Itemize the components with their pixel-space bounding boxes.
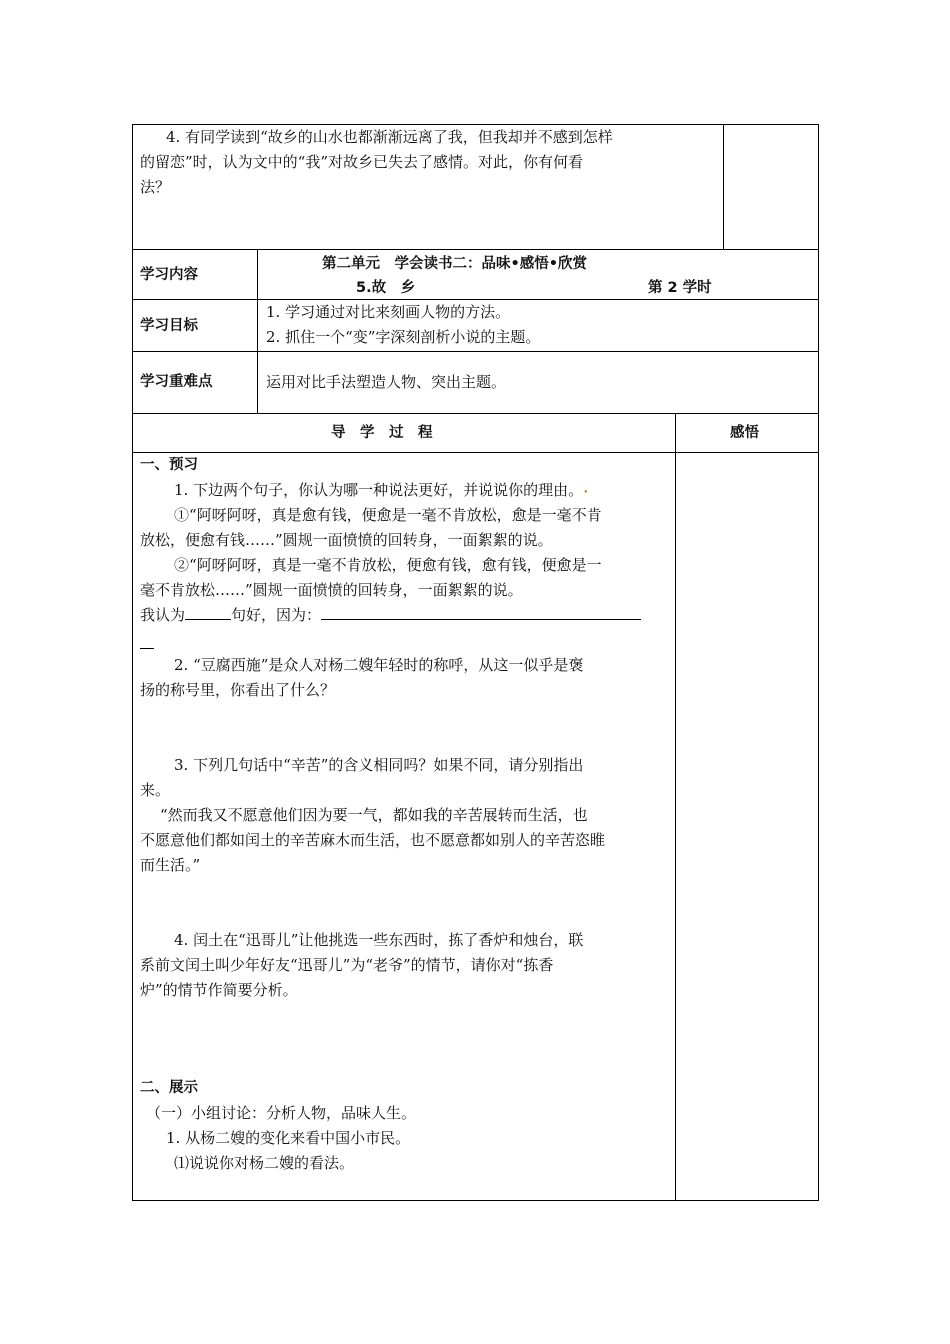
q4-line3: 炉”的情节作简要分析。 bbox=[140, 981, 298, 999]
goals-label: 学习目标 bbox=[140, 318, 198, 334]
q1-reason-blank-continued[interactable] bbox=[140, 648, 154, 649]
row-line-4 bbox=[132, 413, 819, 414]
q1-choice-blank[interactable] bbox=[185, 605, 231, 620]
top-q4-line2: 的留恋”时，认为文中的“我”对故乡已失去了感情。对此，你有何看 bbox=[140, 153, 584, 171]
table-border-left bbox=[132, 124, 133, 1201]
q1-sentence-a-line1: ①“阿呀阿呀，真是愈有钱，便愈是一毫不肯放松，愈是一毫不肯 bbox=[174, 506, 602, 524]
discussion-item-1a: ⑴说说你对杨二嫂的看法。 bbox=[174, 1154, 355, 1172]
content-unit-title: 第二单元 学会读书二：品味•感悟•欣赏 bbox=[322, 256, 588, 272]
emphasis-mark-icon: • bbox=[583, 488, 589, 498]
process-column-divider bbox=[675, 413, 676, 1201]
row-line-5 bbox=[132, 452, 819, 453]
table-border-bottom bbox=[132, 1200, 819, 1201]
q4-line2: 系前文闰土叫少年好友“迅哥儿”为“老爷”的情节，请你对“拣香 bbox=[140, 956, 554, 974]
row-line-3 bbox=[132, 351, 819, 352]
q1-answer-prefix: 我认为 bbox=[140, 606, 186, 624]
q2-line1: 2. “豆腐西施”是众人对杨二嫂年轻时的称呼，从这一似乎是褒 bbox=[174, 656, 584, 674]
discussion-item-1: 1. 从杨二嫂的变化来看中国小市民。 bbox=[166, 1129, 411, 1147]
row-line-1 bbox=[132, 249, 819, 250]
top-q4-line3: 法？ bbox=[140, 178, 171, 196]
section-presentation-title: 二、展示 bbox=[140, 1080, 198, 1096]
q1-prompt bbox=[174, 478, 588, 506]
reflection-header: 感悟 bbox=[730, 425, 759, 441]
q1-sentence-a-line2: 放松，便愈有钱……”圆规一面愤愤的回转身，一面絮絮的说。 bbox=[140, 531, 553, 549]
goal-item-2: 2. 抓住一个“变”字深刻剖析小说的主题。 bbox=[266, 328, 541, 346]
q4-line1: 4. 闰土在“迅哥儿”让他挑选一些东西时，拣了香炉和烛台，联 bbox=[174, 931, 584, 949]
top-row-divider bbox=[723, 124, 724, 249]
q3-line2: 来。 bbox=[140, 781, 171, 799]
q1-sentence-b-line1: ②“阿呀阿呀，真是一毫不肯放松，便愈有钱，愈有钱，便愈是一 bbox=[174, 556, 602, 574]
q1-reason-blank[interactable] bbox=[321, 605, 641, 620]
goal-item-1: 1. 学习通过对比来刻画人物的方法。 bbox=[266, 303, 511, 321]
label-column-divider bbox=[257, 249, 258, 413]
section-preview-title: 一、预习 bbox=[140, 457, 198, 473]
q3-quote-line1: “然而我又不愿意他们因为要一气，都如我的辛苦展转而生活，也 bbox=[160, 806, 588, 824]
group-discussion-heading: （一）小组讨论：分析人物，品味人生。 bbox=[146, 1104, 417, 1122]
q3-quote-line2: 不愿意他们都如闰土的辛苦麻木而生活，也不愿意都如别人的辛苦恣睢 bbox=[140, 831, 606, 849]
key-points-label: 学习重难点 bbox=[140, 374, 213, 390]
key-points-text: 运用对比手法塑造人物、突出主题。 bbox=[266, 373, 507, 391]
content-label: 学习内容 bbox=[140, 267, 198, 283]
content-period: 第 2 学时 bbox=[648, 280, 712, 296]
q1-prompt-text: 1. 下边两个句子，你认为哪一种说法更好，并说说你的理由。 bbox=[174, 481, 584, 499]
process-header: 导 学 过 程 bbox=[331, 425, 433, 441]
q1-sentence-b-line2: 毫不肯放松……”圆规一面愤愤的回转身，一面絮絮的说。 bbox=[140, 581, 523, 599]
q2-line2: 扬的称号里，你看出了什么？ bbox=[140, 681, 336, 699]
table-border-right bbox=[818, 124, 819, 1201]
q3-quote-line3: 而生活。” bbox=[140, 856, 201, 874]
top-q4-line1: 4. 有同学读到“故乡的山水也都渐渐远离了我，但我却并不感到怎样 bbox=[166, 128, 613, 146]
q1-answer-line bbox=[140, 603, 641, 628]
q3-line1: 3. 下列几句话中“辛苦”的含义相同吗？如果不同，请分别指出 bbox=[174, 756, 584, 774]
q1-answer-mid: 句好，因为： bbox=[231, 606, 322, 624]
content-lesson-title: 5.故 乡 bbox=[356, 280, 416, 296]
